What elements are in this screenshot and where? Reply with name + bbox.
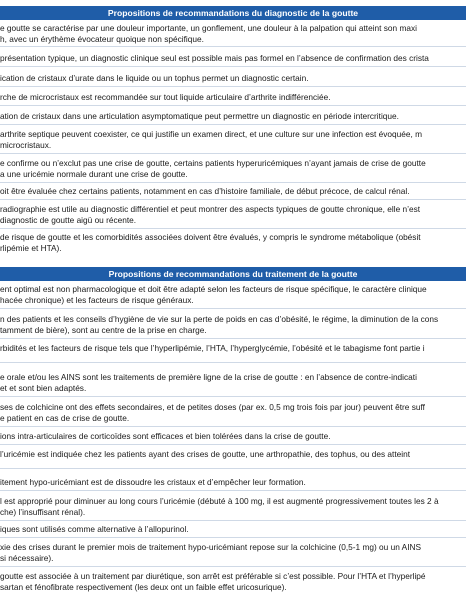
traitement-item [0, 449, 466, 460]
text-line: rlipémie et HTA). [0, 242, 62, 253]
diagnostic-item [0, 204, 466, 225]
divider [0, 105, 466, 106]
text-line: de risque de goutte et les comorbidités associées doivent être évalués, y compris le syndrome métabolique (obésit [0, 232, 421, 242]
text-line: si nécessaire). [0, 552, 54, 563]
traitement-item [0, 343, 466, 354]
text-line: e orale et/ou les AINS sont les traitements de première ligne de la crise de goutte : en l’absence de contre-indicati [0, 372, 417, 382]
text-line: goutte est associée à un traitement par diurétique, son arrêt est préférable si c’est possible. Pour l’HTA et l’hyperlipé [0, 571, 426, 581]
traitement-item [0, 496, 466, 517]
text-line: ent optimal est non pharmacologique et doit être adapté selon les facteurs de risque spécifique, le caractère clinique [0, 284, 427, 294]
divider [0, 308, 466, 309]
traitement-item [0, 571, 466, 592]
diagnostic-item [0, 232, 466, 253]
text-line: sartan et fénofibrate respectivement (les deux ont un faible effet uricosurique). [0, 581, 287, 592]
traitement-item [0, 431, 466, 442]
text-line: xie des crises durant le premier mois de traitement hypo-uricémiant repose sur la colchicine (0,5-1 mg) ou un AINS [0, 542, 422, 552]
text-line: ses de colchicine ont des effets secondaires, et de petites doses (par ex. 0,5 mg trois fois par jour) peuvent être suff [0, 402, 425, 412]
text-line: hacée chronique) et les facteurs de risque généraux. [0, 294, 194, 305]
divider [0, 66, 466, 67]
divider [0, 86, 466, 87]
text-line: radiographie est utile au diagnostic différentiel et peut montrer des aspects typiques de goutte chronique, elle n’est [0, 204, 421, 214]
text-line: n des patients et les conseils d’hygiène de vie sur la perte de poids en cas d’obésité, le régime, la diminution de la cons [0, 314, 439, 324]
traitement-item [0, 477, 466, 488]
traitement-item [0, 372, 466, 393]
divider [0, 426, 466, 427]
text-line: microcristaux. [0, 139, 52, 150]
text-line: l’uricémie est indiquée chez les patients ayant des crises de goutte, une arthropathie, des tophus, ou des atteint [0, 449, 411, 459]
text-line: e patient en cas de crise de goutte. [0, 412, 130, 423]
traitement-item [0, 402, 466, 423]
text-line: rbidités et les facteurs de risque tels que l’hyperlipémie, l’HTA, l’hyperglycémie, l’obésité et le tabagisme font partie i [0, 343, 425, 353]
divider [0, 124, 466, 125]
divider [0, 444, 466, 445]
text-line: présentation typique, un diagnostic clinique seul est possible mais pas formel en l’absence de confirmation des crista [0, 53, 429, 63]
text-line: ions intra-articulaires de corticoïdes sont efficaces et bien tolérées dans la crise de goutte. [0, 431, 331, 441]
text-line: ation de cristaux dans une articulation asymptomatique peut permettre un diagnostic en période intercritique. [0, 111, 399, 121]
text-line: l est approprié pour diminuer au long cours l’uricémie (débuté à 100 mg, il est augmenté progressivement toutes les 2 à [0, 496, 439, 506]
traitement-item [0, 524, 466, 535]
text-line: tamment de bière), sont au centre de la prise en charge. [0, 324, 207, 335]
text-line: h, avec un érythème évocateur quoique non spécifique. [0, 33, 204, 44]
divider [0, 338, 466, 339]
text-line: iques sont utilisés comme alternative à l’allopurinol. [0, 524, 189, 534]
diagnostic-item [0, 92, 466, 103]
text-line: oit être évaluée chez certains patients, notamment en cas d’histoire familiale, de début précoce, de calcul rénal. [0, 186, 410, 196]
diagnostic-item [0, 73, 466, 84]
diagnostic-item [0, 53, 466, 64]
divider [0, 396, 466, 397]
text-line: et et sont bien adaptés. [0, 382, 87, 393]
traitement-item [0, 314, 466, 335]
divider [0, 468, 466, 469]
text-line: e goutte se caractérise par une douleur importante, un gonflement, une douleur à la palpation qui atteint son maxi [0, 23, 417, 33]
divider [0, 46, 466, 47]
traitement-header: Propositions de recommandations du traitement de la goutte [0, 267, 466, 281]
divider [0, 520, 466, 521]
diagnostic-item [0, 129, 466, 150]
text-line: arthrite septique peuvent coexister, ce qui justifie un examen direct, et une culture sur une infection est évoquée, m [0, 129, 423, 139]
traitement-item [0, 284, 466, 305]
divider [0, 537, 466, 538]
divider [0, 362, 466, 363]
text-line: itement hypo-uricémiant est de dissoudre les cristaux et d’empêcher leur formation. [0, 477, 306, 487]
divider [0, 566, 466, 567]
text-line: che) l’insuffisant rénal). [0, 506, 86, 517]
text-line: ication de cristaux d’urate dans le liquide ou un tophus permet un diagnostic certain. [0, 73, 309, 83]
divider [0, 182, 466, 183]
text-line: a une uricémie normale durant une crise de goutte. [0, 168, 188, 179]
divider [0, 153, 466, 154]
divider [0, 490, 466, 491]
diagnostic-item [0, 186, 466, 197]
text-line: rche de microcristaux est recommandée sur tout liquide articulaire d’arthrite indifférenciée. [0, 92, 331, 102]
diagnostic-header: Propositions de recommandations du diagnostic de la goutte [0, 6, 466, 20]
diagnostic-item [0, 158, 466, 179]
divider [0, 228, 466, 229]
diagnostic-item [0, 111, 466, 122]
diagnostic-item [0, 23, 466, 44]
divider [0, 199, 466, 200]
text-line: e confirme ou n’exclut pas une crise de goutte, certains patients hyperuricémiques n’ayant jamais de crise de goutte [0, 158, 426, 168]
traitement-item [0, 542, 466, 563]
text-line: diagnostic de goutte aigü ou récente. [0, 214, 137, 225]
